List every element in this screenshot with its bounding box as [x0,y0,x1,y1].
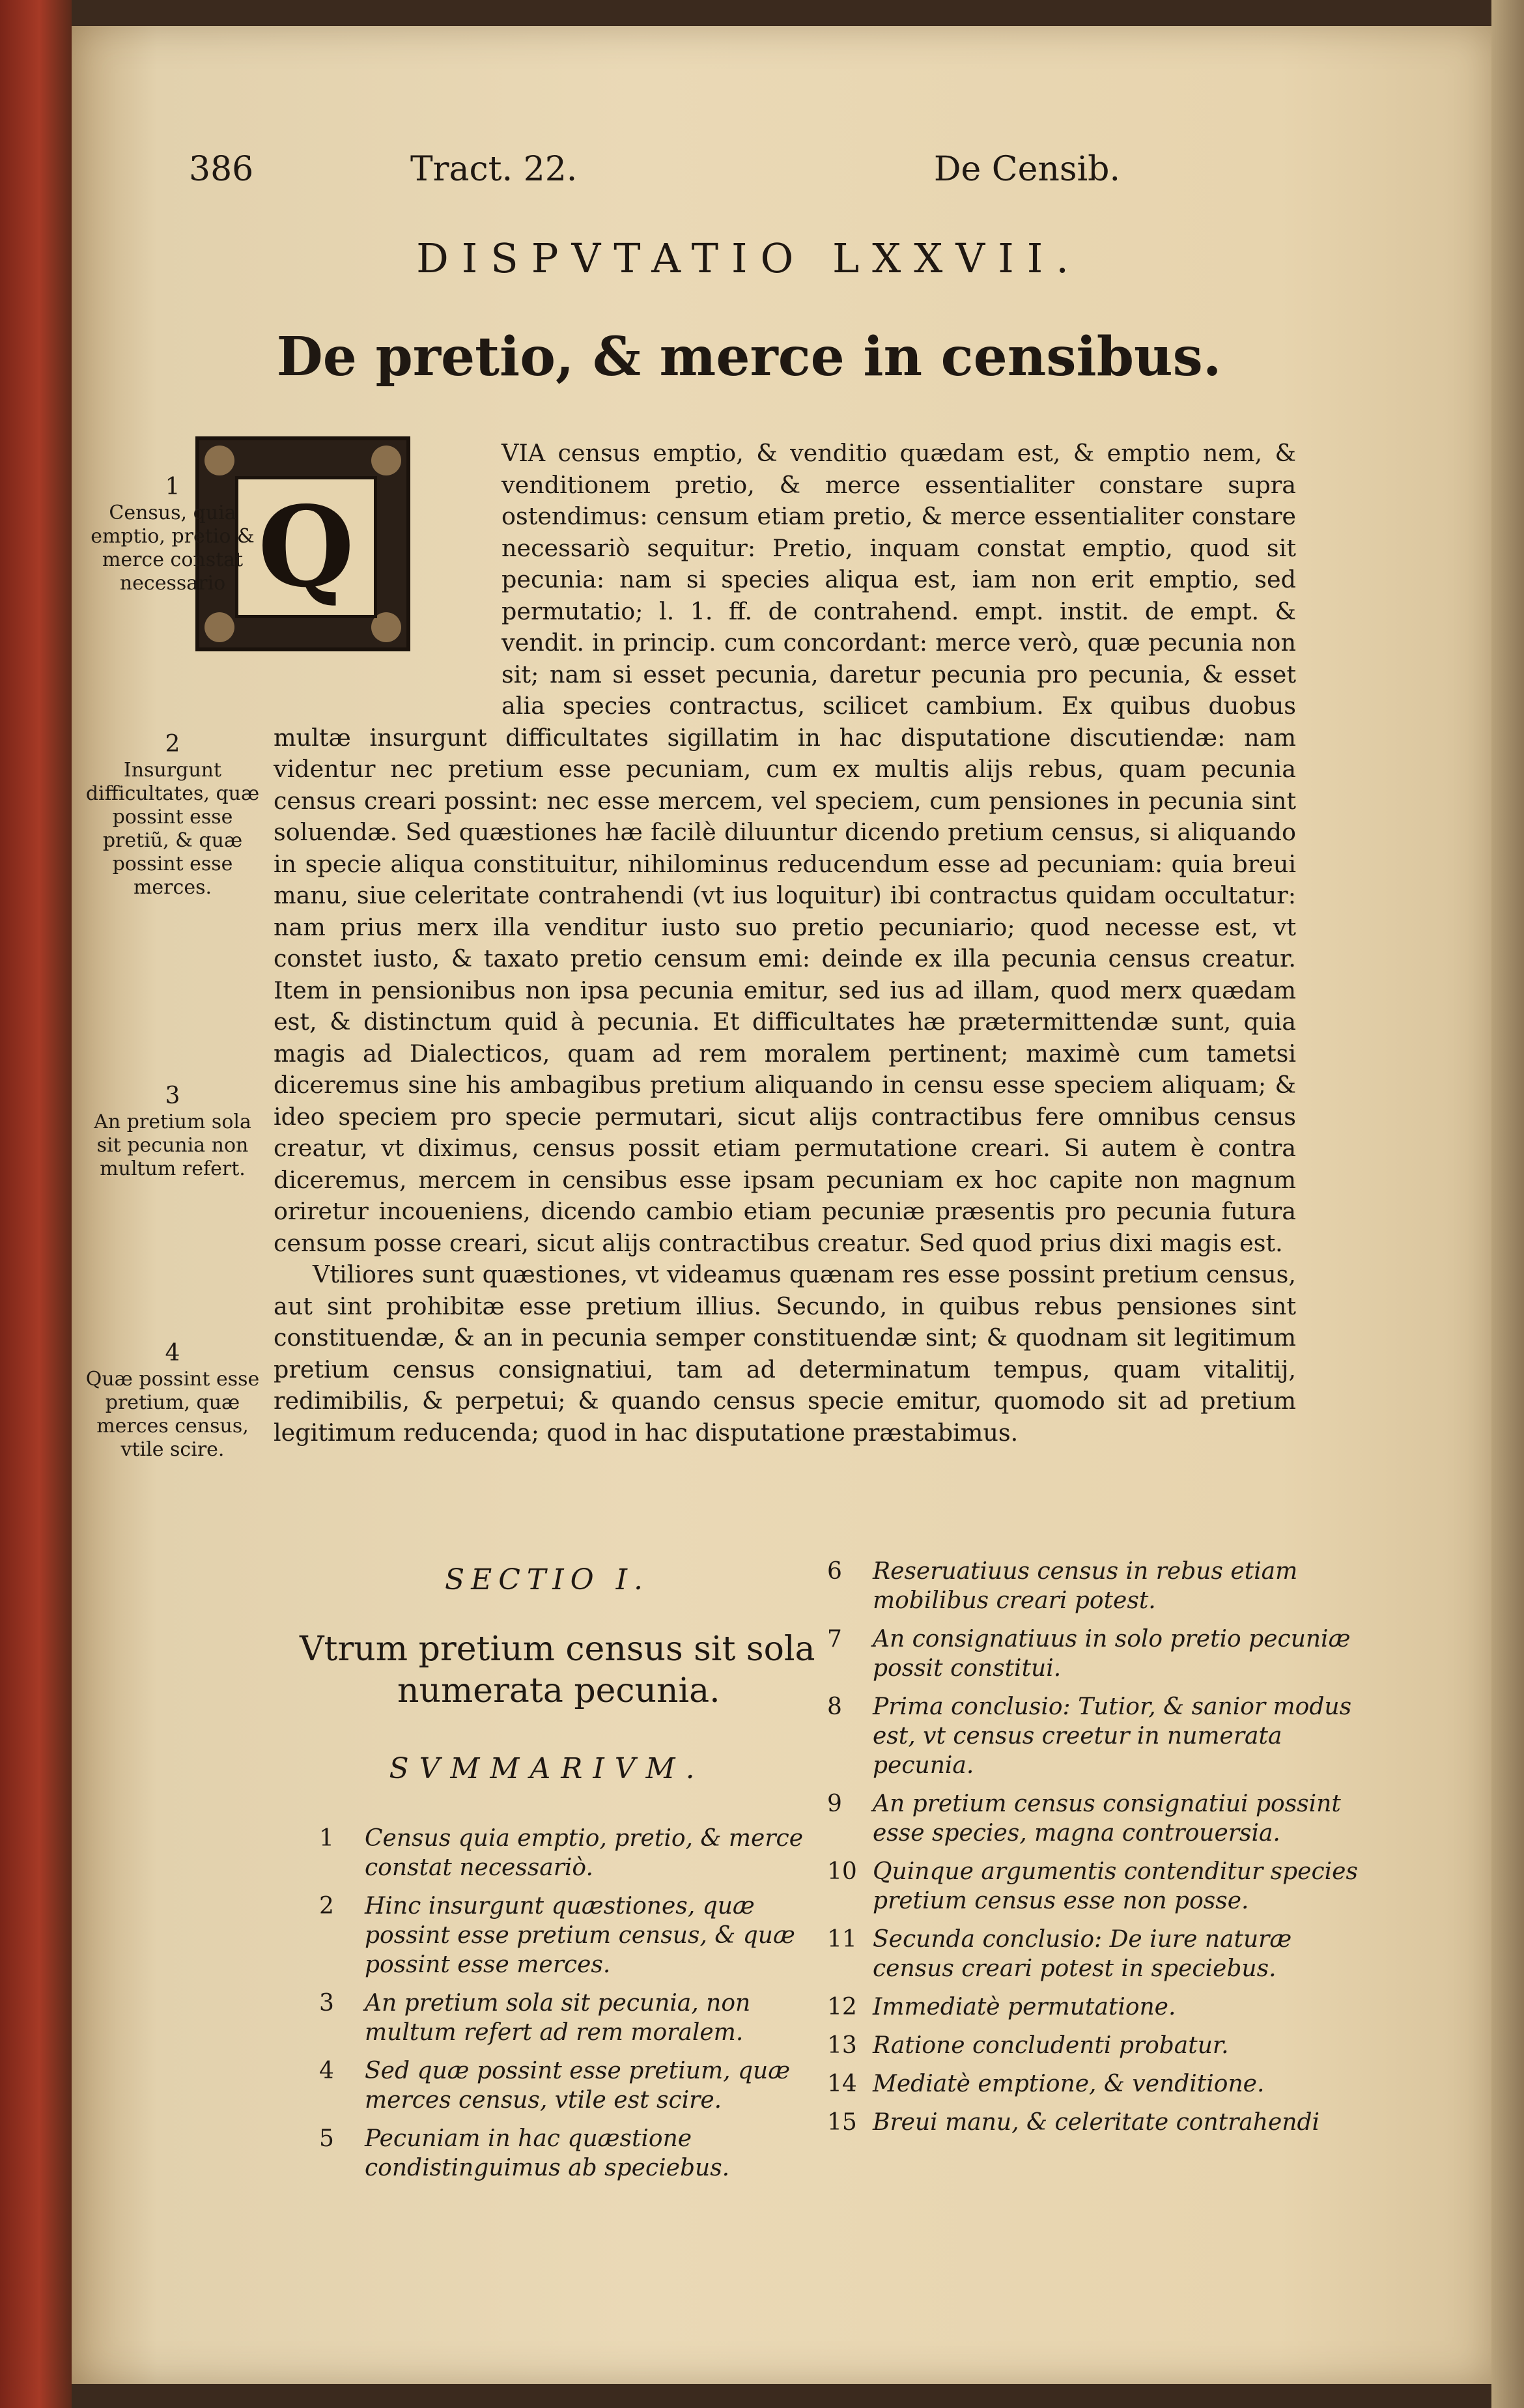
paragraph-1: VIA census emptio, & venditio quædam est, & emptio nem, & venditionem pretio, & merce essentialiter constare supra ostendimus: censum etiam pretio, & merce essentialiter constare necessariò sequitur: Pretio, inquam constat emptio, quod sit pecunia: nam si species aliqua est, iam non erit emptio, sed permutatio; l. 1. ff. de contrahend. empt. instit. de empt. & vendit. in princip. cum concordant: merce verò, quæ pecunia non sit; nam si esset pecunia, daretur pecunia pro pecunia, & esset alia species contractus, scilicet cambium. Ex quibus duobus multæ insurgunt difficultates sigillatim in hac disputatione discutiendæ: nam videntur nec pretium esse pecuniam, cum ex multis alijs rebus, quam pecunia census creari possint: nec esse mercem, vel speciem, cum pensiones in pecunia sint soluendæ. Sed quæstiones hæ facilè diluuntur dicendo pretium census, si aliquando in specie aliqua constituitur, nihilominus reducendum esse ad pecuniam: quia breui manu, siue celeritate contrahendi (vt ius loquitur) ibi contractus quidam occultatur: nam prius merx illa venditur iusto suo pretio pecuniario; quod necesse est, vt constet iusto, & taxato pretio censum emi: deinde ex illa pecunia census creatur. Item in pensionibus non ipsa pecunia emitur, sed ius ad illam, quod merx quædam est, & distinctum quid à pecunia. Et difficultates hæ prætermittendæ sunt, quia magis ad Dialecticos, quam ad rem moralem pertinent; maximè cum tametsi diceremus sine his ambagibus pretium aliquando in censu esse speciem aliquam; & ideo speciem pro specie permutari, sicut alijs contractibus fere omnibus census creatur, vt diximus, census possit etiam permutatione creari. Si autem è contra diceremus, mercem in censibus esse ipsam pecuniam ex hoc capite non magnum oriretur incoueniens, dicendo cambio etiam pecuniæ præsentis pro pecunia futura censum posse creari, sicut alijs contractibus creatur. Sed quod prius dixi magis est. [274,439,1296,1257]
running-header [189,150,1120,202]
summary-number: 15 [827,2109,857,2136]
summary-item [827,2069,1361,2099]
summary-item [319,1989,814,2047]
summary-list-right [827,1557,1361,2146]
summary-item [319,2124,814,2183]
paragraph-2: Vtiliores sunt quæstiones, vt videamus quænam res esse possint pretium census, aut sint prohibitæ esse pretium illius. Secundo, in quibus rebus pensiones sint constituendæ, & an in pecunia semper constituendæ sint; & quodnam sit legitimum pretium census consignatiui, tam ad determinatum tempus, quam vitalitij, redimibilis, & perpetui; & quando census specie emitur, quomodo sit ad pretium legitimum reducenda; quod in hac disputatione præstabimus. [274,1260,1296,1447]
margin-note-number: 4 [165,1340,180,1367]
summary-item [827,1992,1361,2022]
summary-number: 7 [827,1626,842,1652]
summary-text: Pecuniam in hac quæstione condistinguimus ab speciebus. [365,2125,730,2181]
running-title: De Censib. [933,150,1120,189]
ornament-icon [205,612,234,642]
summary-text: Breui manu, & celeritate contrahendi [873,2109,1320,2136]
book-edge-left [0,0,72,2408]
summary-number: 11 [827,1926,857,1953]
summary-item [827,1925,1361,1983]
summary-number: 2 [319,1893,334,1919]
summary-text: An consignatiuus in solo pretio pecuniæ possit constitui. [873,1626,1351,1682]
summary-number: 12 [827,1994,857,2020]
summary-number: 13 [827,2032,857,2059]
summary-text: Prima conclusio: Tutior, & sanior modus est, vt census creetur in numerata pecunia. [873,1693,1352,1779]
section-title-line: Vtrum pretium census sit sola [300,1630,815,1669]
margin-note-text: Quæ possint esse pretium, quæ merces census, vtile scire. [85,1368,260,1461]
summary-item [827,2108,1361,2137]
summary-text: Sed quæ possint esse pretium, quæ merces census, vtile est scire. [365,2058,791,2114]
summary-item [319,1824,814,1882]
disputation-title: De pretio, & merce in censibus. [276,326,1222,388]
disputation-heading: DISPVTATIO LXXVII. [416,234,1082,282]
margin-note-text: Insurgunt difficultates, quæ possint esse pretiũ, & quæ possint esse merces. [85,759,260,899]
margin-note-text: An pretium sola sit pecunia non multum refert. [94,1111,251,1180]
summary-number: 6 [827,1558,842,1585]
summary-item [827,1624,1361,1683]
main-text [274,438,1296,1449]
summary-text: An pretium sola sit pecunia, non multum refert ad rem moralem. [365,1990,751,2046]
summary-text: An pretium census consignatiui possint esse species, magna controuersia. [873,1791,1341,1847]
initial-spacer [274,438,501,692]
summary-number: 3 [319,1990,334,2017]
summary-list-left [319,1824,814,2192]
summary-text: Census quia emptio, pretio, & merce constat necessariò. [365,1825,803,1881]
summary-item [827,2031,1361,2060]
summary-number: 10 [827,1858,857,1885]
margin-note-number: 3 [165,1083,180,1109]
summary-text: Mediatè emptione, & venditione. [873,2071,1265,2097]
summary-text: Hinc insurgunt quæstiones, quæ possint esse pretium census, & quæ possint esse merces. [365,1893,795,1978]
margin-note-2 [85,733,261,899]
margin-note-text: Census, quia emptio, pretio & merce constat necessario [91,502,255,595]
tract-label: Tract. 22. [410,150,578,189]
summary-item [827,1692,1361,1780]
margin-note-1 [85,475,261,595]
section-label: SECTIO I. [444,1563,650,1596]
summary-item [319,2056,814,2115]
summary-number: 1 [319,1825,334,1852]
margin-note-3 [85,1084,261,1181]
summary-number: 4 [319,2058,334,2084]
initial-letter: Q [235,476,377,618]
summary-number: 14 [827,2071,857,2097]
margin-note-number: 1 [165,474,180,500]
summary-item [827,1857,1361,1916]
summary-text: Reseruatiuus census in rebus etiam mobilibus creari potest. [873,1558,1298,1614]
summary-text: Ratione concludenti probatur. [873,2032,1229,2059]
book-edge-right [1491,0,1524,2408]
summary-item [827,1789,1361,1848]
section-title [300,1628,821,1712]
summary-text: Quinque argumentis contenditur species pretium census esse non posse. [873,1858,1358,1914]
summary-number: 5 [319,2125,334,2152]
summarium-heading: SVMMARIVM. [389,1752,705,1785]
summary-text: Immediatè permutatione. [873,1994,1176,2020]
page-number: 386 [189,150,254,189]
margin-note-number: 2 [165,731,180,758]
section-title-line: numerata pecunia. [397,1671,720,1710]
summary-number: 8 [827,1693,842,1720]
summary-number: 9 [827,1791,842,1817]
summary-text: Secunda conclusio: De iure naturæ census creari potest in speciebus. [873,1926,1292,1982]
summary-item [319,1891,814,1979]
summary-item [827,1557,1361,1615]
margin-note-4 [85,1342,261,1462]
ornament-icon [205,446,234,475]
